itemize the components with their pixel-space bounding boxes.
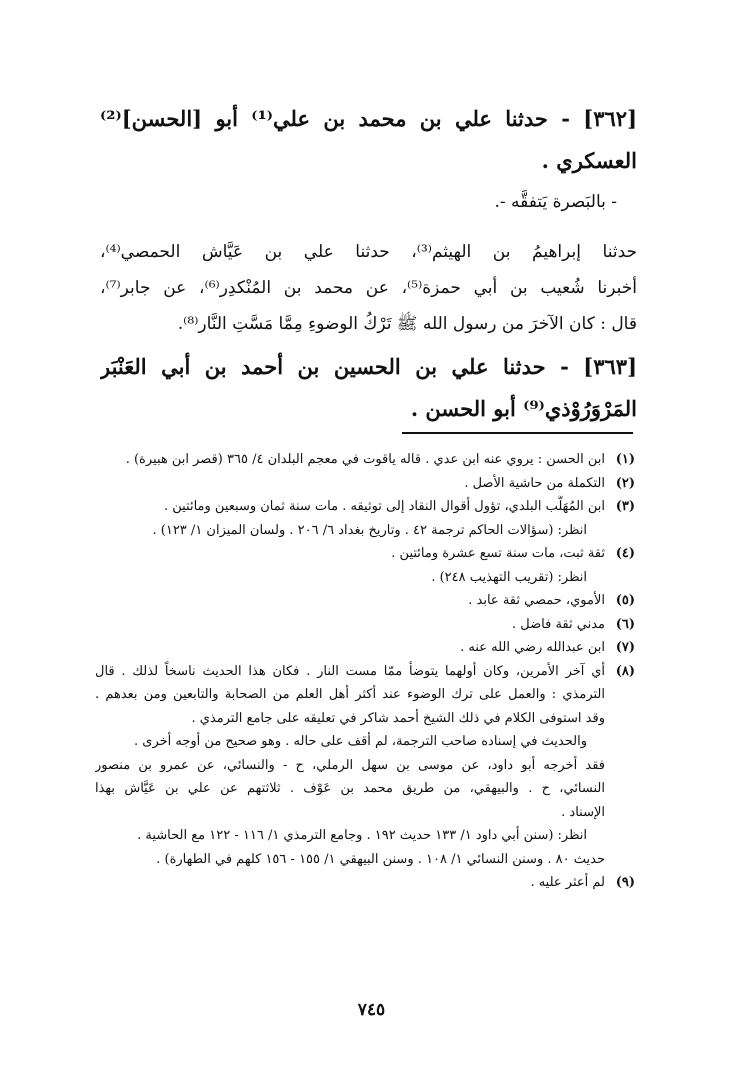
footnote xyxy=(95,613,635,637)
footnote-text: انظر: (تقريب التهذيب ٢٤٨) . xyxy=(431,569,587,585)
footnote xyxy=(95,871,635,895)
footnote xyxy=(95,495,635,519)
footnote-number: (٣) xyxy=(615,499,635,514)
footnote-text: انظر: (سؤالات الحاكم ترجمة ٤٢ . وتاريخ بغداد ٦/ ٢٠٦ . ولسان الميزان ١/ ١٢٣) . xyxy=(152,522,587,538)
footnote-text: ابن عبدالله رضي الله عنه . xyxy=(460,640,605,655)
entry-363-heading-cont: المَرْوَرُوْذي⁽⁹⁾ أبو الحسن . xyxy=(410,396,637,421)
footnote-text: أي آخر الأمرين، وكان أولهما يتوضأ ممّا مست النار . فكان هذا الحديث ناسخاً لذلك . قال xyxy=(95,663,605,679)
footnote xyxy=(95,589,635,613)
entry-363-heading: [٣٦٣] - حدثنا علي بن الحسين بن أحمد بن أبي العَنْبَر xyxy=(100,354,637,379)
footnote xyxy=(95,636,635,660)
footnote xyxy=(95,472,635,496)
footnote-paragraph xyxy=(95,730,635,824)
main-text xyxy=(100,98,637,430)
footnote xyxy=(95,448,635,472)
hadith-line-3: قال : كان الآخرَ من رسول الله ﷺ تَرْكُ الوضوءِ مِمَّا مَسَّتِ النَّار⁽⁸⁾. xyxy=(177,314,637,334)
footnote xyxy=(95,542,635,566)
footnote-number: (٥) xyxy=(615,593,635,608)
footnote-number: (١) xyxy=(615,452,635,467)
footnote-reference xyxy=(95,824,635,871)
footnote-reference xyxy=(95,566,635,590)
narrator-note: - بالبَصرة يَتفقَّه -. xyxy=(494,192,617,212)
page-number: ٧٤٥ xyxy=(357,1000,386,1020)
hadith-line-1: حدثنا إبراهيمُ بن الهيثم⁽³⁾، حدثنا علي بن عَيَّاش الحمصي⁽⁴⁾، xyxy=(100,242,637,262)
footnote-number: (٩) xyxy=(615,875,635,890)
footnote-text: ابن المُهَلَّب البلدي، تؤول أقوال النقاد إلى توثيقه . مات سنة ثمان وسبعين ومائتين . xyxy=(163,499,605,514)
footnote-text: التكملة من حاشية الأصل . xyxy=(464,475,605,491)
footnote-text: انظر: (سنن أبي داود ١/ ١٣٣ حديث ١٩٢ . وجامع الترمذي ١/ ١١٦ - ١٢٢ مع الحاشية . xyxy=(137,828,587,843)
footnote-text: الأموي، حمصي ثقة عابد . xyxy=(468,593,605,608)
footnote-text: ثقة ثبت، مات سنة تسع عشرة ومائتين . xyxy=(391,546,605,561)
hadith-line-2: أخبرنا شُعيب بن أبي حمزة⁽⁵⁾، عن محمد بن المُنْكدِر⁽⁶⁾، عن جابر⁽⁷⁾، xyxy=(100,278,637,298)
entry-362-heading: [٣٦٢] - حدثنا علي بن محمد بن علي⁽¹⁾ أبو [الحسن]⁽²⁾ xyxy=(100,106,637,131)
footnote-text: ابن الحسن : يروي عنه ابن عدي . قاله ياقوت في معجم البلدان ٤/ ٣٦٥ (قصر ابن هبيرة) . xyxy=(125,452,605,467)
footnote-text: الترمذي : والعمل على ترك الوضوء عند أكثر أهل العلم من الصحابة والتابعين ومن بعدهم . xyxy=(95,687,605,702)
footnote-number: (٢) xyxy=(615,475,635,491)
footnote-number: (٨) xyxy=(615,663,635,679)
footnote-text: حديث ٨٠ . وسنن النسائي ١/ ١٠٨ . وسنن البيهقي ١/ ١٥٥ - ١٥٦ كلهم في الطهارة) . xyxy=(156,851,605,867)
footnote-text: النسائي، ح . والبيهقي، من طريق محمد بن عَوْف . ثلاثتهم عن علي بن عَيَّاش بهذا xyxy=(95,781,605,796)
footnote-text: الإسناد . xyxy=(561,804,605,820)
footnote-reference xyxy=(95,519,635,543)
footnote-number: (٤) xyxy=(615,546,635,561)
footnote-text: وقد استوفى الكلام في ذلك الشيخ أحمد شاكر في تعليقه على جامع الترمذي . xyxy=(191,710,605,726)
footnotes xyxy=(95,448,635,895)
footnote-divider xyxy=(402,432,633,434)
footnote xyxy=(95,660,635,731)
footnote-text: لم أعثر عليه . xyxy=(530,875,605,890)
entry-362-heading-cont: العسكري . xyxy=(541,148,637,173)
footnote-number: (٧) xyxy=(615,640,635,655)
footnote-number: (٦) xyxy=(615,616,635,632)
footnote-text: مدني ثقة فاضل . xyxy=(512,616,605,632)
footnote-text: فقد أخرجه أبو داود، عن موسى بن سهل الرملي، ح - والنسائي، عن عمرو بن منصور xyxy=(95,757,605,773)
footnote-text: والحديث في إسناده صاحب الترجمة، لم أقف على حاله . وهو صحيح من أوجه أخرى . xyxy=(134,734,587,749)
